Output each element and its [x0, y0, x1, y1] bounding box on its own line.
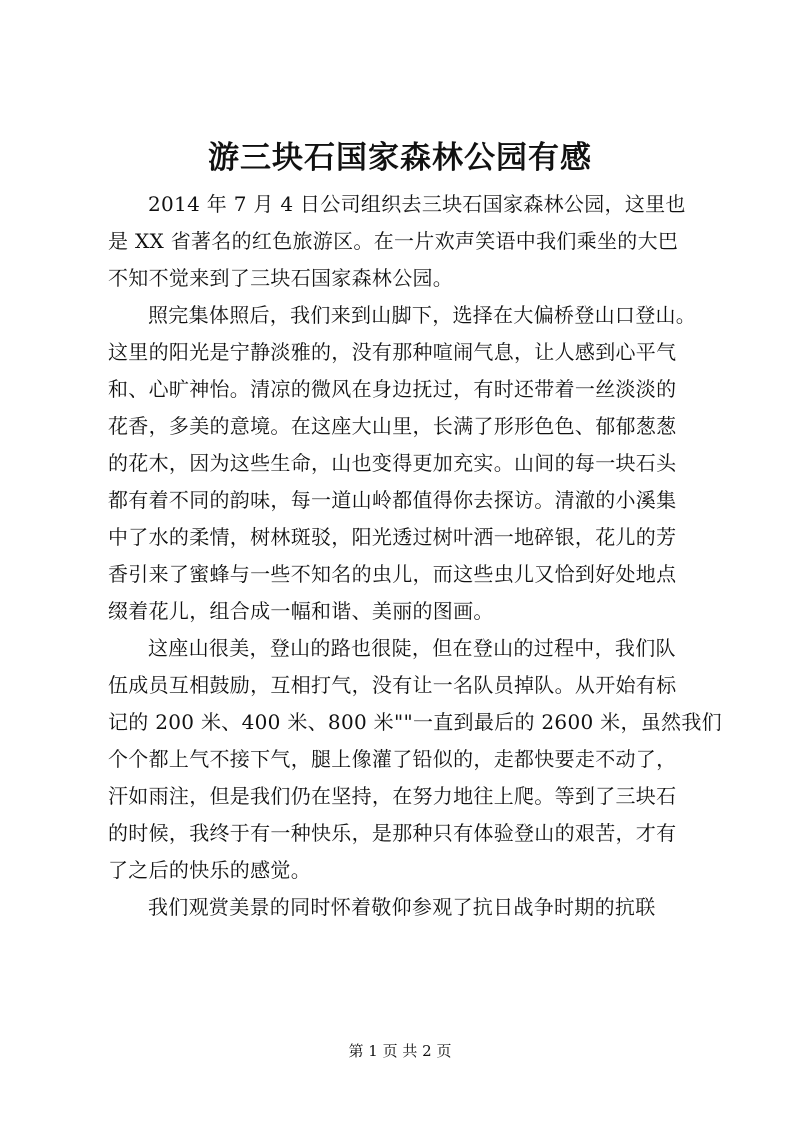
- text-line: 这座山很美，登山的路也很陡，但在登山的过程中，我们队: [148, 636, 676, 660]
- text-line: 花香，多美的意境。在这座大山里，长满了形形色色、郁郁葱葱: [108, 414, 677, 438]
- text-line: 了之后的快乐的感觉。: [108, 858, 311, 882]
- text-line: 的花木，因为这些生命，山也变得更加充实。山间的每一块石头: [108, 451, 677, 475]
- text-line: 中了水的柔情，树林斑驳，阳光透过树叶洒一地碎银，花儿的芳: [108, 525, 677, 549]
- text-line: 都有着不同的韵味，每一道山岭都值得你去探访。清澈的小溪集: [108, 488, 677, 512]
- text-line: 记的 200 米、400 米、800 米""一直到最后的 2600 米，虽然我们: [108, 710, 722, 734]
- text-line: 香引来了蜜蜂与一些不知名的虫儿，而这些虫儿又恰到好处地点: [108, 562, 677, 586]
- text-line: 缀着花儿，组合成一幅和谐、美丽的图画。: [108, 599, 494, 623]
- text-line: 的时候，我终于有一种快乐，是那种只有体验登山的艰苦，才有: [108, 821, 677, 845]
- document-title: 游三块石国家森林公园有感: [208, 140, 592, 176]
- text-line: 个个都上气不接下气，腿上像灌了铅似的，走都快要走不动了，: [108, 747, 677, 771]
- text-line: 汗如雨注，但是我们仍在坚持，在努力地往上爬。等到了三块石: [108, 784, 677, 808]
- text-line: 这里的阳光是宁静淡雅的，没有那种喧闹气息，让人感到心平气: [108, 340, 677, 364]
- text-line: 我们观赏美景的同时怀着敬仰参观了抗日战争时期的抗联: [148, 895, 656, 919]
- page-footer: 第 1 页 共 2 页: [348, 1042, 452, 1060]
- text-line: 伍成员互相鼓励，互相打气，没有让一名队员掉队。从开始有标: [108, 673, 677, 697]
- text-line: 照完集体照后，我们来到山脚下，选择在大偏桥登山口登山。: [148, 303, 697, 327]
- text-line: 2014 年 7 月 4 日公司组织去三块石国家森林公园，这里也: [148, 192, 686, 216]
- text-line: 不知不觉来到了三块石国家森林公园。: [108, 266, 454, 290]
- text-line: 是 XX 省著名的红色旅游区。在一片欢声笑语中我们乘坐的大巴: [108, 229, 679, 253]
- document-body: [108, 186, 722, 926]
- text-line: 和、心旷神怡。清凉的微风在身边抚过，有时还带着一丝淡淡的: [108, 377, 677, 401]
